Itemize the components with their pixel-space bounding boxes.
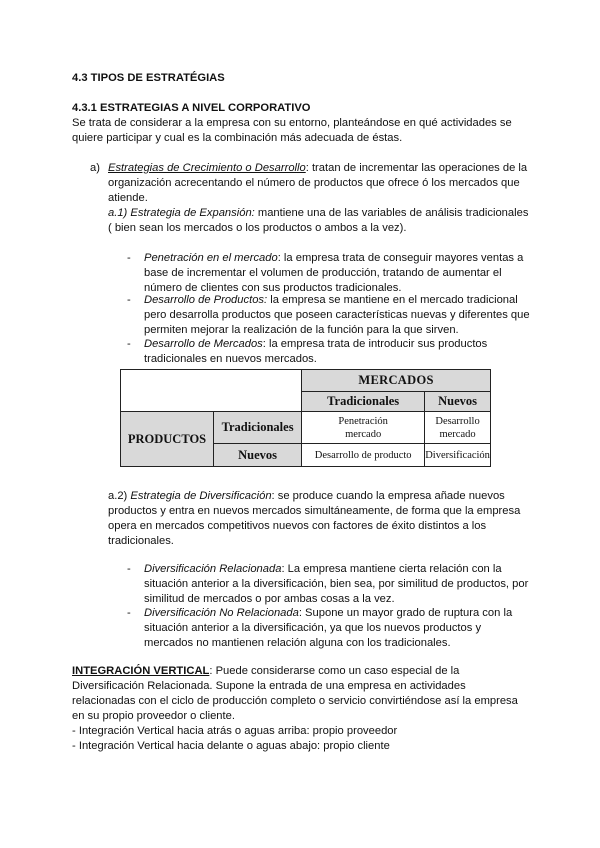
list-dash: -: [127, 252, 131, 264]
list-item-penetracion: Penetración en el mercado: la empresa trata de conseguir mayores ventas a base de incrementar el volumen de producción, tratando de aumentar el número de clientes con sus productos tradicionales.: [144, 252, 524, 294]
item-a-line: organización acrecentando el número de productos que ofrece ó los mercados que: [108, 177, 520, 189]
matrix-header-mercados: MERCADOS: [302, 370, 491, 392]
list-dash: -: [127, 338, 131, 350]
a1-line: ( bien sean los mercados o los productos o ambos a la vez).: [108, 222, 407, 234]
matrix-cell-penetracion: Penetración mercado: [302, 412, 425, 444]
list-item-desarrollo-productos: Desarrollo de Productos: la empresa se mantiene en el mercado tradicional pero desarrolla productos que poseen características nuevas y diferentes que permiten mejorar la realización de la función para la que sirven.: [144, 294, 530, 336]
ansoff-matrix-table: [120, 369, 491, 467]
a1-paragraph: [108, 206, 528, 236]
intro-line: Se trata de considerar a la empresa con su entorno, planteándose en qué actividades se: [72, 117, 512, 129]
item-a-line: atiende.: [108, 192, 148, 204]
matrix-row-nuevos: Nuevos: [214, 444, 302, 467]
matrix-col-nuevos: Nuevos: [425, 392, 491, 412]
a1-term: a.1) Estrategia de Expansión:: [108, 207, 255, 219]
intro-paragraph: [72, 116, 512, 146]
matrix-empty-corner: [121, 370, 302, 412]
subsection-title: 4.3.1 ESTRATEGIAS A NIVEL CORPORATIVO: [72, 102, 311, 114]
list-item-term: Diversificación Relacionada: [144, 563, 282, 575]
matrix-cell-desarrollo-producto: Desarrollo de producto: [302, 444, 425, 467]
matrix-cell-diversificacion: Diversificación: [425, 444, 491, 467]
list-dash: -: [127, 563, 131, 575]
item-a-paragraph: [108, 161, 527, 206]
matrix-row-tradicionales: Tradicionales: [214, 412, 302, 444]
a2-paragraph: a.2) Estrategia de Diversificación: se produce cuando la empresa añade nuevos productos y entra en nuevos mercados simultáneamente, de forma que la empresa opera en mercados competitivos nuevos con factores de éxito distintos a los tradicionales.: [108, 490, 521, 547]
matrix-col-tradicionales: Tradicionales: [302, 392, 425, 412]
matrix-row-productos: PRODUCTOS: [121, 412, 214, 467]
list-item-term: Desarrollo de Productos:: [144, 294, 268, 306]
list-item-desarrollo-mercados: Desarrollo de Mercados: la empresa trata de introducir sus productos tradicionales en nuevos mercados.: [144, 338, 488, 365]
integracion-title: INTEGRACIÓN VERTICAL: [72, 665, 210, 677]
list-item-diversificacion-relacionada: Diversificación Relacionada: La empresa mantiene cierta relación con la situación anterior a la diversificación, bien sea, por similitud de productos, por similitud de mercados o por ambas cosas a la vez.: [144, 563, 529, 605]
intro-line: quiere participar y cual es la combinación más adecuada de éstas.: [72, 132, 403, 144]
item-a-term: Estrategias de Crecimiento o Desarrollo: [108, 162, 306, 174]
integracion-vertical-paragraph: INTEGRACIÓN VERTICAL: Puede considerarse como un caso especial de la Diversificación Relacionada. Supone la entrada de una empresa en actividades relacionadas con el ciclo de producción completo o servicio convirtiéndose así la empresa en su propio proveedor o cliente. - Integración Vertical hacia atrás o aguas arriba: propio proveedor - Integración Vertical hacia delante o aguas abajo: propio cliente: [72, 665, 518, 752]
list-dash: -: [127, 294, 131, 306]
a1-line: a.1) Estrategia de Expansión: mantiene una de las variables de análisis tradicionales: [108, 207, 529, 219]
list-item-term: Desarrollo de Mercados: [144, 338, 263, 350]
list-item-term: Diversificación No Relacionada: [144, 607, 299, 619]
list-dash: -: [127, 607, 131, 619]
a2-term: Estrategia de Diversificación: [130, 490, 272, 502]
matrix-cell-desarrollo-mercado: Desarrollo mercado: [425, 412, 491, 444]
item-a-line: Estrategias de Crecimiento o Desarrollo: tratan de incrementar las operaciones de la: [108, 162, 528, 174]
list-item-term: Penetración en el mercado: [144, 252, 278, 264]
item-a-marker: a): [90, 162, 100, 174]
list-item-diversificacion-no-relacionada: Diversificación No Relacionada: Supone un mayor grado de ruptura con la situación anterior a la diversificación, ya que los nuevos productos y mercados no mantienen relación alguna con los tradicionales.: [144, 607, 513, 649]
section-title: 4.3 TIPOS DE ESTRATÉGIAS: [72, 72, 225, 84]
